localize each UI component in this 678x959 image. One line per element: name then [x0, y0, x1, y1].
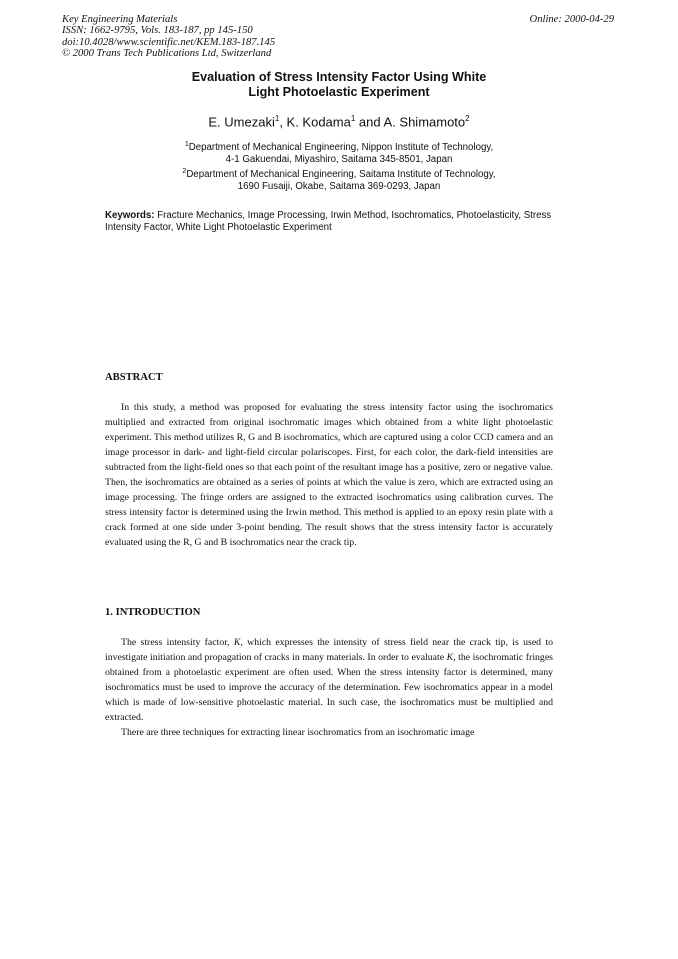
doi-line[interactable]: doi:10.4028/www.scientific.net/KEM.183-187.145 — [62, 36, 276, 48]
symbol-k: K — [446, 652, 454, 663]
title-line-1: Evaluation of Stress Intensity Factor Using White — [191, 70, 487, 84]
keywords — [105, 210, 565, 234]
title-line-2: Light Photoelastic Experiment — [248, 84, 430, 99]
introduction-paragraph-2: There are three techniques for extracting linear isochromatics from an isochromatic image — [121, 727, 475, 738]
author-name: and A. Shimamoto — [355, 114, 466, 130]
affiliation-line: $^1$Department of Mechanical Engineering, Nippon Institute of Technology, — [184, 141, 494, 154]
abstract-body — [105, 400, 553, 550]
abstract-paragraph: In this study, a method was proposed for evaluating the stress intensity factor using the isochromatics multiplied and extracted from original isochromatic images which obtained from a white light photoelastic experiment. This method utilizes R, G and B isochromatics, which are captured using a color CCD camera and an image processor in dark- and light-field circular polariscopes. First, for each color, the dark-field intensities are subtracted from the light-field ones so that each point of the resultant image has a positive, zero or negative value. Then, the isochromatics are obtained as a series of points at which the value is zero, which are extracted using an image processing. The fringe orders are assigned to the extracted isochromatics using calibration curves. The stress intensity factor is determined using the Irwin method. This method is applied to an epoxy resin plate with a crack formed at one side under 3-point bending. The result shows that the stress intensity factor is accurately evaluated using the R, G and B isochromatics near the crack tip. — [105, 402, 553, 548]
symbol-k: K — [233, 637, 241, 648]
affiliation-sup: 1 — [184, 141, 189, 148]
affiliation-2 — [0, 166, 678, 194]
issn-line: ISSN: 1662-9795, Vols. 183-187, pp 145-150 — [62, 25, 253, 37]
author-affil-sup: 2 — [465, 114, 470, 123]
copyright-line: © 2000 Trans Tech Publications Ltd, Switzerland — [62, 48, 272, 60]
keywords-text: Fracture Mechanics, Image Processing, Irwin Method, Isochromatics, Photoelasticity, Stress Intensity Factor, White Light Photoelastic Experiment — [105, 210, 552, 233]
author-affil-sup: 1 — [274, 114, 280, 123]
introduction-paragraph-1: The stress intensity factor, K, which expresses the intensity of stress field near the crack tip, is used to investigate initiation and propagation of cracks in many materials. In order to evaluate K, the isochromatic fringes obtained from a photoelastic experiment are often used. When the stress intensity factor is determined, many isochromatics must be used to improve the accuracy of the determination. Few isochromatics appear in a model which is made of low-sensitive photoelastic material. In such case, the isochromatics must be multiplied and extracted. — [105, 637, 553, 723]
introduction-body — [105, 635, 553, 740]
affiliation-line: 1690 Fusaiji, Okabe, Saitama 369-0293, Japan — [237, 181, 441, 193]
affiliation-1 — [0, 139, 678, 167]
author-affil-sup: 1 — [350, 114, 356, 123]
abstract-heading: ABSTRACT — [105, 372, 163, 383]
journal-header — [62, 14, 618, 60]
paper-title — [0, 70, 678, 99]
author-name: , K. Kodama — [279, 114, 351, 130]
affiliation-sup: 2 — [182, 168, 187, 175]
online-date: Online: 2000-04-29 — [529, 14, 614, 25]
affiliation-line: 4-1 Gakuendai, Miyashiro, Saitama 345-8501, Japan — [225, 154, 453, 166]
author-list — [0, 114, 678, 129]
author-name: E. Umezaki — [208, 114, 275, 130]
journal-name: Key Engineering Materials — [62, 14, 178, 25]
introduction-heading: 1. INTRODUCTION — [105, 607, 201, 618]
affiliation-line: $^2$Department of Mechanical Engineering, Saitama Institute of Technology, — [182, 168, 496, 181]
keywords-label: Keywords: — [105, 210, 155, 221]
